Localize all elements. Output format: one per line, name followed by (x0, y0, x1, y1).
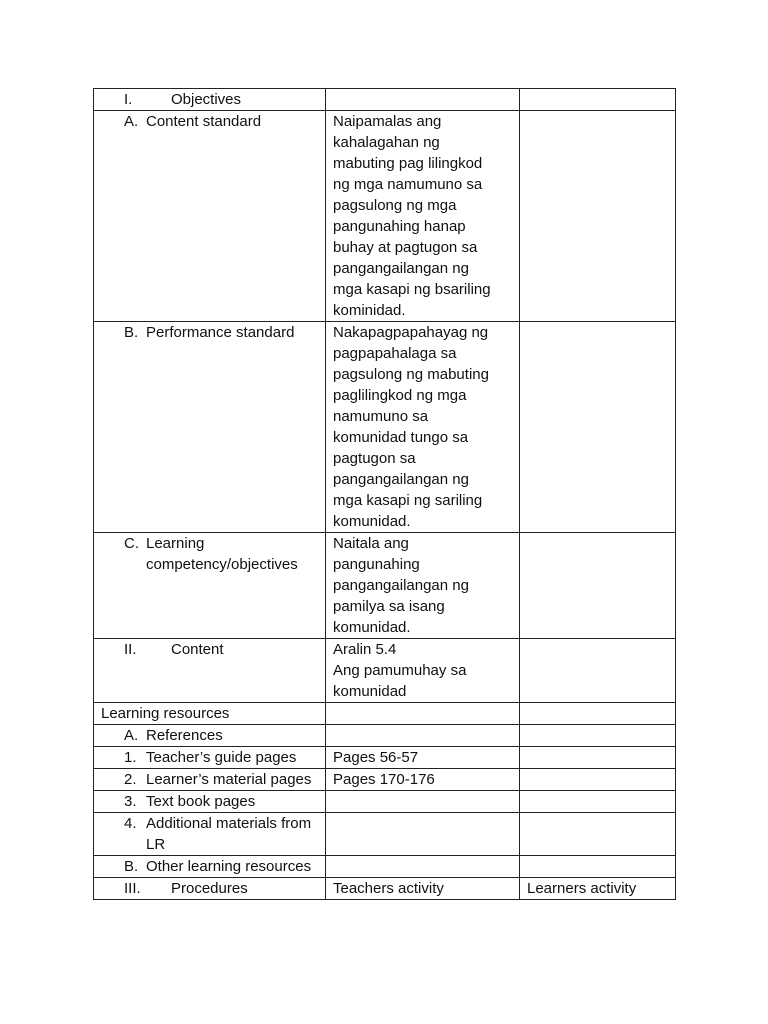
list-marker: A. (124, 727, 139, 744)
learner-cell (520, 856, 676, 878)
list-marker: 3. (124, 793, 137, 810)
cell-text-line: komunidad. (333, 619, 411, 636)
teacher-cell (326, 89, 520, 111)
row-label-cell (94, 89, 326, 111)
cell-text-line: mga kasapi ng sariling (333, 492, 483, 509)
list-marker: B. (124, 858, 139, 875)
cell-text-line: pamilya sa isang (333, 598, 445, 615)
row-label: Performance standard (146, 324, 295, 341)
row-label: Additional materials from LR (146, 815, 312, 853)
teacher-cell (326, 639, 520, 703)
row-label: Learner’s material pages (146, 771, 312, 788)
cell-text-line: pagsulong ng mga (333, 197, 457, 214)
row-label: Objectives (171, 91, 242, 108)
row-label-cell (94, 639, 326, 703)
table-row (94, 533, 676, 639)
teacher-cell (326, 533, 520, 639)
learner-cell (520, 769, 676, 791)
teacher-cell (326, 703, 520, 725)
table-row (94, 878, 676, 900)
list-marker: C. (124, 535, 139, 552)
cell-text-line: Naipamalas ang (333, 113, 442, 130)
cell-text-line: Pages 56-57 (333, 749, 419, 766)
table-row (94, 769, 676, 791)
row-label-cell (94, 111, 326, 322)
list-marker: 2. (124, 771, 137, 788)
cell-text-line: namumuno sa (333, 408, 429, 425)
cell-text-line: mga kasapi ng bsariling (333, 281, 491, 298)
table-row (94, 813, 676, 856)
cell-text-line: Ang pamumuhay sa (333, 662, 467, 679)
list-marker: 4. (124, 815, 137, 832)
table-row (94, 856, 676, 878)
learner-cell (520, 639, 676, 703)
cell-text-line: pangunahing hanap (333, 218, 466, 235)
cell-text-line: buhay at pagtugon sa (333, 239, 478, 256)
cell-text-line: Pages 170-176 (333, 771, 435, 788)
table-row (94, 791, 676, 813)
row-label-cell (94, 322, 326, 533)
row-label: Other learning resources (146, 858, 312, 875)
learner-cell (520, 813, 676, 856)
cell-text-line: Learners activity (527, 880, 637, 897)
row-label-cell (94, 856, 326, 878)
teacher-cell (326, 747, 520, 769)
table-row (94, 111, 676, 322)
cell-text-line: paglilingkod ng mga (333, 387, 467, 404)
teacher-cell (326, 856, 520, 878)
table-row (94, 639, 676, 703)
learner-cell (520, 322, 676, 533)
cell-text-line: pangangailangan ng (333, 260, 469, 277)
cell-text-line: komunidad. (333, 513, 411, 530)
learner-cell (520, 703, 676, 725)
teacher-cell (326, 725, 520, 747)
list-marker: II. (124, 641, 137, 658)
row-label: Learning resources (101, 705, 230, 722)
learner-cell (520, 533, 676, 639)
cell-text-line: pagpapahalaga sa (333, 345, 457, 362)
teacher-cell (326, 322, 520, 533)
row-label-cell (94, 747, 326, 769)
cell-text-line: kominidad. (333, 302, 406, 319)
list-marker: I. (124, 91, 133, 108)
cell-text-line: pagsulong ng mabuting (333, 366, 489, 383)
cell-text-line: pangangailangan ng (333, 577, 469, 594)
learner-cell (520, 878, 676, 900)
lesson-plan-table (93, 88, 676, 900)
cell-text-line: kahalagahan ng (333, 134, 440, 151)
list-marker: 1. (124, 749, 137, 766)
row-label: Learning competency/objectives (146, 535, 298, 573)
cell-text-line: pangunahing (333, 556, 420, 573)
learner-cell (520, 791, 676, 813)
list-marker: III. (124, 880, 141, 897)
learner-cell (520, 747, 676, 769)
row-label: References (146, 727, 223, 744)
teacher-cell (326, 878, 520, 900)
table-row (94, 703, 676, 725)
cell-text-line: komunidad (333, 683, 407, 700)
list-marker: B. (124, 324, 139, 341)
row-label-cell (94, 725, 326, 747)
teacher-cell (326, 791, 520, 813)
row-label-cell (94, 791, 326, 813)
row-label-cell (94, 769, 326, 791)
row-label: Procedures (171, 880, 248, 897)
learner-cell (520, 89, 676, 111)
cell-text-line: mabuting pag lilingkod (333, 155, 483, 172)
table-row (94, 747, 676, 769)
cell-text-line: Naitala ang (333, 535, 409, 552)
cell-text-line: pangangailangan ng (333, 471, 469, 488)
row-label: Text book pages (146, 793, 256, 810)
row-label-cell (94, 533, 326, 639)
row-label-cell (94, 813, 326, 856)
list-marker: A. (124, 113, 139, 130)
cell-text-line: pagtugon sa (333, 450, 416, 467)
table-row (94, 725, 676, 747)
teacher-cell (326, 769, 520, 791)
table-row (94, 322, 676, 533)
learner-cell (520, 111, 676, 322)
row-label-cell (94, 703, 326, 725)
teacher-cell (326, 111, 520, 322)
cell-text-line: komunidad tungo sa (333, 429, 469, 446)
learner-cell (520, 725, 676, 747)
row-label-cell (94, 878, 326, 900)
row-label: Content (171, 641, 224, 658)
teacher-cell (326, 813, 520, 856)
cell-text-line: Aralin 5.4 (333, 641, 397, 658)
cell-text-line: ng mga namumuno sa (333, 176, 483, 193)
row-label: Teacher’s guide pages (146, 749, 297, 766)
row-label: Content standard (146, 113, 262, 130)
cell-text-line: Teachers activity (333, 880, 444, 897)
cell-text-line: Nakapagpapahayag ng (333, 324, 489, 341)
table-row (94, 89, 676, 111)
